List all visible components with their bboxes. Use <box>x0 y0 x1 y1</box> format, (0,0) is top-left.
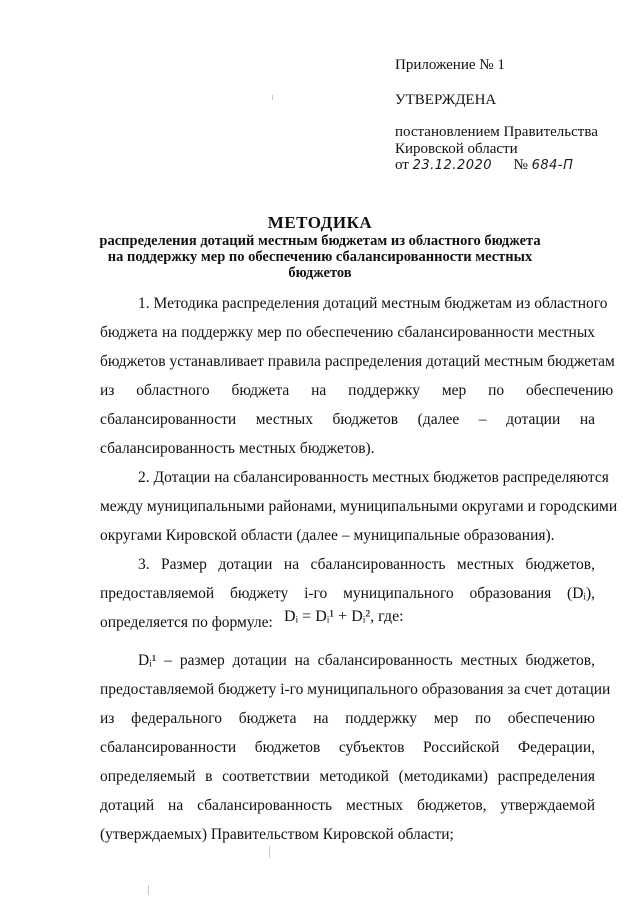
p4-line-1: Dᵢ¹ – размер дотации на сбалансированность местных бюджетов, <box>138 652 595 669</box>
handwritten-number: 684-П <box>531 158 574 173</box>
decree-line-2: Кировской области <box>395 141 518 157</box>
document-title: МЕТОДИКА <box>267 213 373 232</box>
p1-line-3: бюджетов устанавливает правила распределения дотаций местным бюджетам <box>100 353 615 370</box>
decree-line-1: постановлением Правительства <box>395 124 598 140</box>
body-text-lower <box>100 646 611 849</box>
p1-line-1: 1. Методика распределения дотаций местным бюджетам из областного <box>138 295 608 312</box>
p1-line-2: бюджета на поддержку мер по обеспечению сбалансированности местных <box>100 324 595 341</box>
p4-line-3: из федерального бюджета на поддержку мер по обеспечению <box>100 710 595 727</box>
p4-line-6: дотаций на сбалансированность местных бюджетов, утверждаемой <box>100 797 595 814</box>
p1-line-4: из областного бюджета на поддержку мер по обеспечению <box>100 382 614 399</box>
scan-speck <box>269 846 270 858</box>
approved-label: УТВЕРЖДЕНА <box>395 92 497 108</box>
p4-line-5: определяемый в соответствии методикой (методиками) распределения <box>100 768 595 785</box>
p2-line-2: между муниципальными районами, муниципальными округами и городскими <box>100 498 618 515</box>
appendix-label: Приложение № 1 <box>395 57 505 73</box>
subtitle-line-2: на поддержку мер по обеспечению сбалансированности местных <box>107 249 533 265</box>
p4-line-4: сбалансированности бюджетов субъектов Российской Федерации, <box>100 739 595 756</box>
p2-line-1: 2. Дотации на сбалансированность местных бюджетов распределяются <box>138 469 609 486</box>
p1-line-6: сбалансированность местных бюджетов). <box>100 440 375 457</box>
date-prefix: от <box>395 157 409 173</box>
p3-line-1: 3. Размер дотации на сбалансированность местных бюджетов, <box>138 556 595 573</box>
subtitle-line-1: распределения дотаций местным бюджетам из областного бюджета <box>99 233 541 249</box>
handwritten-date: 23.12.2020 <box>412 158 493 173</box>
scan-speck <box>272 95 273 100</box>
subtitle-line-3: бюджетов <box>288 265 352 281</box>
p3-line-2: предоставляемой бюджету i-го муниципального образования (Dᵢ), <box>100 585 595 602</box>
scan-speck <box>148 885 149 895</box>
number-prefix: № <box>513 157 528 173</box>
body-text-upper <box>100 289 618 637</box>
p1-line-5: сбалансированности местных бюджетов (далее – дотации на <box>100 411 595 428</box>
p3-line-3: определяется по формуле: <box>100 614 273 631</box>
p4-line-2: предоставляемой бюджету i-го муниципального образования за счет дотации <box>100 681 611 698</box>
formula: Dᵢ = Dᵢ¹ + Dᵢ², где: <box>284 608 404 625</box>
p4-line-7: (утверждаемых) Правительством Кировской области; <box>100 826 454 843</box>
p2-line-3: округами Кировской области (далее – муниципальные образования). <box>100 527 555 544</box>
decree-date-line <box>395 157 573 174</box>
